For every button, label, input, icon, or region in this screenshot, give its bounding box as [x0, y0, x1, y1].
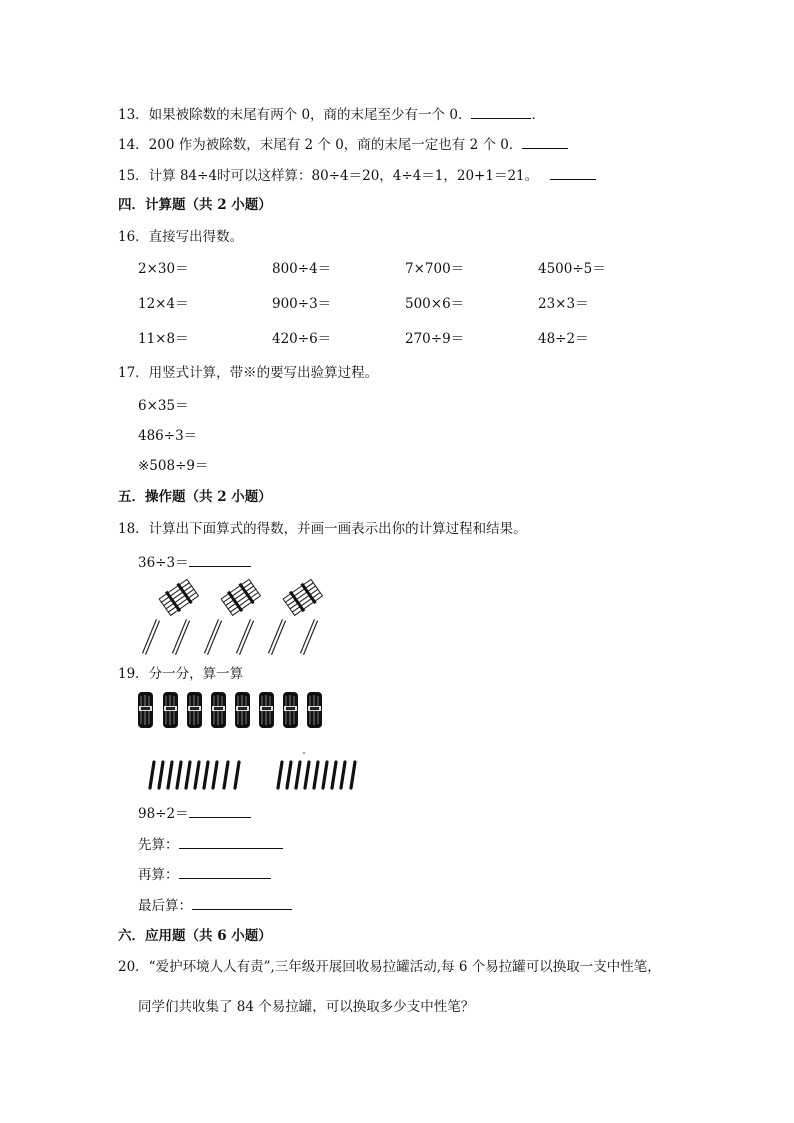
calc-r2-c3: 500×6＝ [405, 296, 465, 312]
bundle-of-ten-2 [220, 578, 262, 617]
question-19-text: 19．分一分，算一算 [118, 666, 244, 682]
question-17-text: 17．用竖式计算，带※的要写出验算过程。 [118, 365, 379, 381]
question-14-text: 14．200 作为被除数，末尾有 2 个 0，商的末尾一定也有 2 个 0． [118, 137, 523, 153]
bundle-8 [307, 692, 322, 728]
vertical-calc-3: ※508÷9＝ [138, 458, 209, 474]
step-second-blank[interactable] [179, 864, 271, 879]
section-6-heading: 六．应用题（共 6 小题） [118, 928, 272, 944]
answer-blank-13[interactable] [471, 104, 531, 119]
loose-sticks-group-1 [150, 762, 239, 788]
answer-blank-15[interactable] [550, 165, 596, 180]
loose-sticks-group-2 [278, 762, 355, 788]
question-13 [118, 104, 545, 124]
bundle-7 [283, 692, 298, 728]
question-16-text: 16．直接写出得数。 [118, 229, 244, 245]
answer-blank-19[interactable] [189, 803, 251, 818]
answer-blank-14[interactable] [522, 134, 568, 149]
calc-r2-c4: 23×3＝ [538, 296, 589, 312]
loose-sticks-illustration [146, 752, 376, 792]
bundle-1 [138, 692, 153, 728]
calc-r1-c1: 2×30＝ [138, 261, 189, 277]
step-second-label: 再算： [138, 867, 179, 883]
question-18-expr: 36÷3＝ [138, 555, 189, 571]
calc-r1-c4: 4500÷5＝ [538, 261, 606, 277]
calc-r3-c2: 420÷6＝ [272, 331, 332, 347]
question-15 [118, 165, 596, 185]
single-stick-6 [302, 620, 316, 654]
bundle-6 [259, 692, 274, 728]
question-19-expression [138, 803, 251, 823]
single-stick-5 [270, 620, 284, 654]
step-second [138, 864, 271, 884]
answer-blank-18[interactable] [189, 552, 251, 567]
vertical-calc-2: 486÷3＝ [138, 428, 198, 444]
step-first-blank[interactable] [179, 834, 283, 849]
bundle-4 [211, 692, 226, 728]
bundle-3 [187, 692, 202, 728]
calc-r1-c2: 800÷4＝ [272, 261, 332, 277]
section-4-heading: 四．计算题（共 2 小题） [118, 197, 272, 213]
step-first [138, 834, 283, 854]
calc-r3-c4: 48÷2＝ [538, 331, 589, 347]
bundle-of-ten-3 [282, 578, 324, 617]
section-5-heading: 五．操作题（共 2 小题） [118, 489, 272, 505]
question-20-line-1: 20．“爱护环境人人有责”,三年级开展回收易拉罐活动,每 6 个易拉罐可以换取一支中性笔， [118, 959, 661, 975]
calc-r1-c3: 7×700＝ [405, 261, 465, 277]
bundle-of-ten-1 [158, 578, 200, 617]
step-last-label: 最后算： [138, 898, 192, 914]
question-19-expr: 98÷2＝ [138, 806, 189, 822]
bundles-row-illustration [136, 690, 336, 732]
calc-r3-c1: 11×8＝ [138, 331, 189, 347]
single-stick-4 [238, 620, 252, 654]
question-15-text: 15．计算 84÷4时可以这样算：80÷4＝20，4÷4＝1，20+1＝21。 [118, 168, 539, 184]
step-first-label: 先算： [138, 837, 179, 853]
single-stick-3 [206, 620, 220, 654]
question-20-line-2: 同学们共收集了 84 个易拉罐，可以换取多少支中性笔？ [138, 999, 475, 1015]
question-18-text: 18．计算出下面算式的得数，并画一画表示出你的计算过程和结果。 [118, 521, 527, 537]
calc-r3-c3: 270÷9＝ [405, 331, 465, 347]
bundle-2 [163, 692, 178, 728]
vertical-calc-1: 6×35＝ [138, 398, 189, 414]
bundle-5 [235, 692, 250, 728]
calc-r2-c2: 900÷3＝ [272, 296, 332, 312]
single-stick-1 [144, 620, 158, 654]
step-last [138, 895, 292, 915]
single-stick-2 [174, 620, 188, 654]
step-last-blank[interactable] [192, 895, 292, 910]
question-13-text: 13．如果被除数的末尾有两个 0，商的末尾至少有一个 0． [118, 107, 472, 123]
question-18-expression [138, 552, 251, 572]
question-14 [118, 134, 568, 154]
question-13-end: ． [531, 107, 545, 123]
stick-bundles-illustration [138, 576, 338, 666]
calc-r2-c1: 12×4＝ [138, 296, 189, 312]
